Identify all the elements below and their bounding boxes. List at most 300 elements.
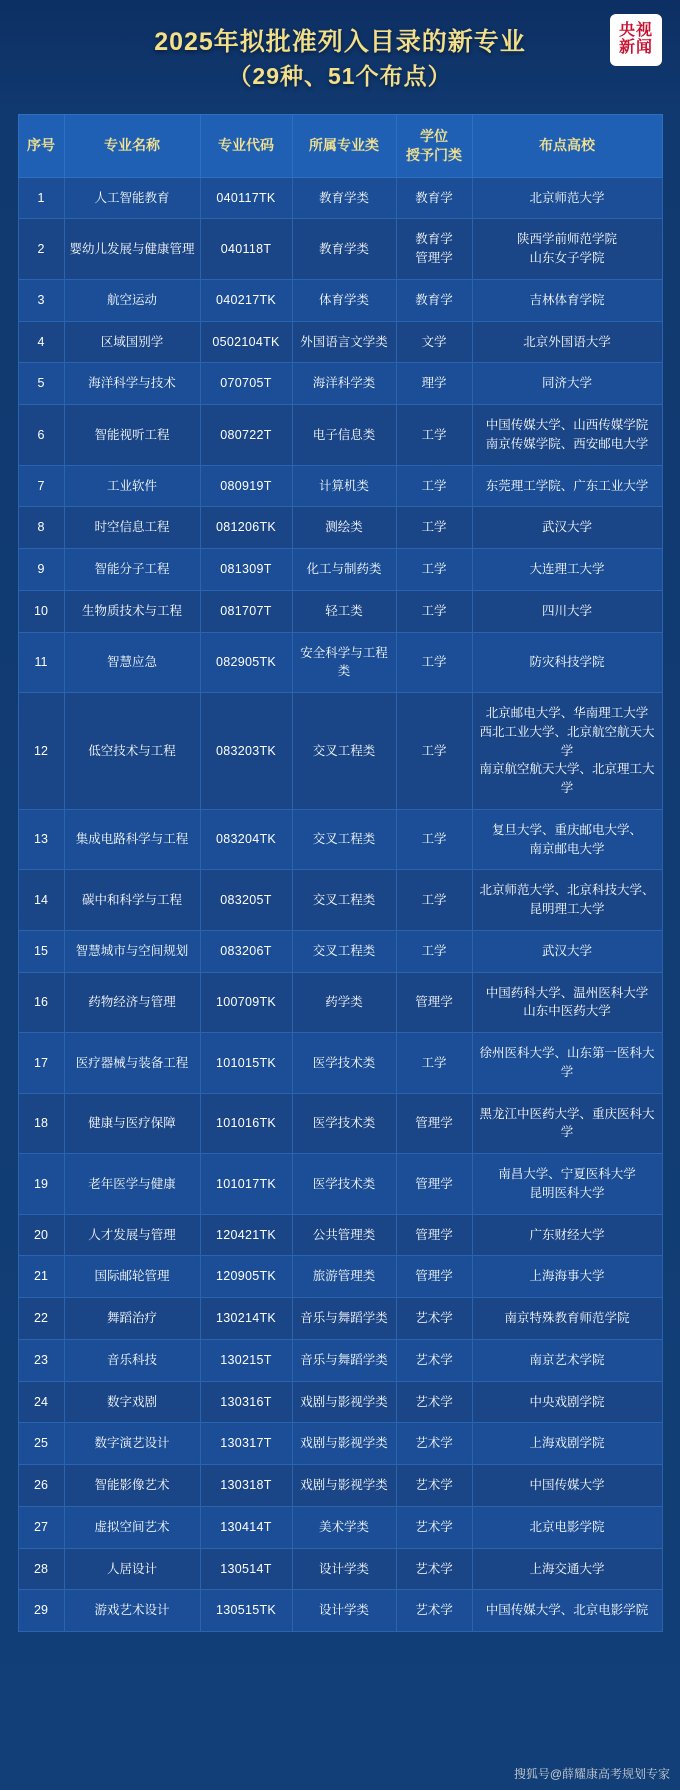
cell-major-category (292, 1214, 396, 1256)
cell-line: 081309T (220, 562, 272, 577)
cell-degree-type (396, 1506, 472, 1548)
cell-schools (472, 1590, 662, 1632)
cell-line: 上海海事大学 (529, 1269, 605, 1284)
cell-line: 智慧应急 (106, 655, 157, 670)
cell-line: 25 (34, 1436, 48, 1451)
cell-line: 安全科学与工程类 (300, 645, 388, 679)
cell-line: 0502104TK (212, 334, 280, 349)
cell-line: 22 (34, 1311, 48, 1326)
cell-line: 艺术学 (415, 1561, 453, 1576)
cell-line: 南京航空航天大学、北京理工大学 (479, 762, 655, 796)
cell-line: 中央戏剧学院 (529, 1394, 605, 1409)
cell-major-code (200, 1590, 292, 1632)
cell-line: 山东中医药大学 (523, 1004, 611, 1019)
cell-line: 120905TK (215, 1269, 277, 1284)
col-header-category (292, 114, 396, 177)
cell-schools (472, 549, 662, 591)
cell-major-name (64, 1256, 200, 1298)
cell-major-name (64, 1339, 200, 1381)
cell-line: 集成电路科学与工程 (75, 832, 189, 847)
cell-line: 旅游管理类 (312, 1269, 376, 1284)
table-row (18, 465, 662, 507)
col-header-index-label: 序号 (27, 137, 55, 154)
cell-index (18, 1590, 64, 1632)
cell-major-name (64, 1214, 200, 1256)
cell-index (18, 1154, 64, 1215)
cell-line: 083205T (220, 892, 272, 907)
cell-degree-type (396, 1093, 472, 1154)
cell-degree-type (396, 1548, 472, 1590)
cell-major-code (200, 1423, 292, 1465)
cell-index (18, 1093, 64, 1154)
col-header-name (64, 114, 200, 177)
cell-major-name (64, 972, 200, 1033)
cell-line: 徐州医科大学、山东第一医科大学 (479, 1046, 655, 1079)
cell-major-code (200, 1381, 292, 1423)
cell-degree-type (396, 1033, 472, 1094)
cell-index (18, 549, 64, 591)
cell-major-code (200, 1548, 292, 1590)
cell-line: 教育学 (415, 232, 453, 247)
cell-index (18, 507, 64, 549)
cell-major-category (292, 1339, 396, 1381)
cell-line: 昆明理工大学 (529, 902, 605, 917)
cell-degree-type (396, 1298, 472, 1340)
cell-line: 戏剧与影视学类 (300, 1436, 388, 1451)
cell-line: 040117TK (216, 190, 276, 205)
cell-line: 婴幼儿发展与健康管理 (69, 241, 195, 256)
cell-line: 082905TK (215, 655, 277, 670)
cell-line: 设计学类 (318, 1603, 369, 1618)
table-row (18, 219, 662, 280)
cell-line: 国际邮轮管理 (94, 1269, 170, 1284)
logo-line-2: 新闻 (618, 39, 653, 56)
cell-schools (472, 177, 662, 219)
cell-major-category (292, 1256, 396, 1298)
cell-major-code (200, 809, 292, 870)
cell-line: 东莞理工学院、广东工业大学 (485, 478, 649, 493)
cell-major-code (200, 1214, 292, 1256)
cell-line: 低空技术与工程 (88, 743, 176, 758)
cell-line: 4 (37, 334, 45, 349)
col-header-index (18, 114, 64, 177)
cell-degree-type (396, 809, 472, 870)
cell-line: 080919T (220, 478, 272, 493)
cell-line: 智慧城市与空间规划 (75, 943, 189, 958)
page-title (0, 0, 680, 108)
cell-line: 130317T (220, 1436, 272, 1451)
cell-line: 武汉大学 (541, 520, 592, 535)
cell-line: 艺术学 (415, 1436, 453, 1451)
cell-line: 080722T (220, 427, 272, 442)
cell-line: 南京特殊教育师范学院 (504, 1311, 630, 1326)
cell-line: 南京邮电大学 (529, 841, 605, 856)
cell-major-category (292, 1154, 396, 1215)
cell-line: 人居设计 (106, 1561, 157, 1576)
cell-line: 轻工类 (325, 603, 363, 618)
table-row (18, 1033, 662, 1094)
cell-major-category (292, 1506, 396, 1548)
cell-line: 音乐科技 (106, 1352, 157, 1367)
cell-line: 083203TK (215, 743, 277, 758)
cell-line: 130515TK (215, 1603, 277, 1618)
cell-line: 海洋科学与技术 (88, 376, 176, 391)
table-row (18, 590, 662, 632)
cell-line: 18 (34, 1116, 48, 1131)
table-body (18, 177, 662, 1632)
cell-schools (472, 1256, 662, 1298)
cell-index (18, 405, 64, 466)
cell-major-category (292, 1381, 396, 1423)
col-header-code (200, 114, 292, 177)
cell-major-name (64, 1423, 200, 1465)
cell-schools (472, 930, 662, 972)
table-row (18, 1423, 662, 1465)
cell-degree-type (396, 632, 472, 693)
cell-line: 工学 (421, 520, 447, 535)
cell-major-name (64, 549, 200, 591)
cell-line: 21 (34, 1269, 48, 1284)
cell-line: 医学技术类 (312, 1176, 376, 1191)
cell-line: 工业软件 (106, 478, 157, 493)
cell-line: 130318T (220, 1478, 272, 1493)
cell-line: 人才发展与管理 (88, 1227, 176, 1242)
cell-schools (472, 507, 662, 549)
table-row (18, 1381, 662, 1423)
cell-major-category (292, 405, 396, 466)
cell-line: 上海交通大学 (529, 1561, 605, 1576)
table-row (18, 930, 662, 972)
cell-line: 1 (37, 190, 45, 205)
cell-major-code (200, 1506, 292, 1548)
cell-index (18, 870, 64, 931)
cell-index (18, 693, 64, 810)
cell-line: 药学类 (325, 995, 363, 1010)
cell-schools (472, 1548, 662, 1590)
cell-line: 智能分子工程 (94, 562, 170, 577)
table-row (18, 809, 662, 870)
table-row (18, 1256, 662, 1298)
cell-line: 陕西学前师范学院 (516, 232, 617, 247)
cell-schools (472, 1465, 662, 1507)
cell-line: 美术学类 (318, 1519, 369, 1534)
cell-schools (472, 1339, 662, 1381)
cell-major-category (292, 507, 396, 549)
cell-line: 电子信息类 (312, 427, 376, 442)
cell-line: 外国语言文学类 (300, 334, 388, 349)
cell-degree-type (396, 1423, 472, 1465)
cell-degree-type (396, 1590, 472, 1632)
cell-major-category (292, 321, 396, 363)
cell-degree-type (396, 972, 472, 1033)
cell-major-name (64, 1465, 200, 1507)
cell-major-name (64, 1548, 200, 1590)
cell-line: 101017TK (215, 1176, 277, 1191)
cell-line: 交叉工程类 (312, 743, 376, 758)
cell-line: 理学 (421, 376, 447, 391)
cell-index (18, 1548, 64, 1590)
cell-major-code (200, 1465, 292, 1507)
table-row (18, 363, 662, 405)
cell-line: 数字演艺设计 (94, 1436, 170, 1451)
cell-major-category (292, 465, 396, 507)
cell-line: 27 (34, 1519, 48, 1534)
title-line-1: 2025年拟批准列入目录的新专业 (154, 28, 526, 56)
table-row (18, 279, 662, 321)
cell-degree-type (396, 1154, 472, 1215)
cell-line: 20 (34, 1227, 48, 1242)
cell-line: 音乐与舞蹈学类 (300, 1311, 388, 1326)
cell-line: 黑龙江中医药大学、重庆医科大学 (479, 1106, 655, 1140)
cell-schools (472, 1423, 662, 1465)
cell-line: 19 (34, 1176, 48, 1191)
cell-major-code (200, 279, 292, 321)
cell-line: 吉林体育学院 (529, 292, 605, 307)
cell-line: 航空运动 (106, 292, 157, 307)
cell-major-code (200, 1256, 292, 1298)
cell-major-name (64, 363, 200, 405)
cell-major-name (64, 1506, 200, 1548)
cell-line: 智能视听工程 (94, 427, 170, 442)
cell-major-category (292, 870, 396, 931)
cell-line: 5 (37, 376, 45, 391)
cell-line: 健康与医疗保障 (88, 1116, 176, 1131)
cell-index (18, 972, 64, 1033)
cell-line: 15 (34, 943, 48, 958)
cell-line: 6 (37, 427, 45, 442)
cell-line: 计算机类 (318, 478, 369, 493)
cell-major-category (292, 279, 396, 321)
table-header (18, 114, 662, 177)
cell-major-name (64, 693, 200, 810)
cell-line: 130214TK (215, 1311, 277, 1326)
cell-line: 29 (34, 1603, 48, 1618)
cell-line: 7 (37, 478, 45, 493)
cell-line: 8 (37, 520, 45, 535)
cell-line: 100709TK (215, 995, 277, 1010)
cell-index (18, 1465, 64, 1507)
cell-degree-type (396, 321, 472, 363)
cell-line: 26 (34, 1478, 48, 1493)
cell-major-name (64, 632, 200, 693)
cell-index (18, 1506, 64, 1548)
cell-major-code (200, 930, 292, 972)
cell-degree-type (396, 507, 472, 549)
cell-index (18, 809, 64, 870)
table-row (18, 632, 662, 693)
cell-major-code (200, 590, 292, 632)
cell-line: 28 (34, 1561, 48, 1576)
table-row (18, 1154, 662, 1215)
cell-line: 教育学类 (318, 190, 369, 205)
cell-line: 工学 (421, 603, 447, 618)
cell-line: 中国传媒大学 (529, 1478, 605, 1493)
cell-major-code (200, 405, 292, 466)
col-header-degree (396, 114, 472, 177)
cell-major-name (64, 279, 200, 321)
cell-line: 戏剧与影视学类 (300, 1394, 388, 1409)
cell-schools (472, 279, 662, 321)
cell-major-name (64, 1093, 200, 1154)
cell-line: 管理学 (415, 1227, 453, 1242)
cell-degree-type (396, 1256, 472, 1298)
cell-major-code (200, 549, 292, 591)
cell-index (18, 590, 64, 632)
cell-line: 2 (37, 241, 45, 256)
cell-schools (472, 590, 662, 632)
cell-line: 艺术学 (415, 1519, 453, 1534)
cell-line: 南京艺术学院 (529, 1352, 605, 1367)
cell-line: 戏剧与影视学类 (300, 1478, 388, 1493)
cell-line: 北京外国语大学 (523, 334, 611, 349)
cell-schools (472, 1033, 662, 1094)
cell-line: 081206TK (215, 520, 277, 535)
cell-major-name (64, 405, 200, 466)
cell-schools (472, 1093, 662, 1154)
cell-line: 音乐与舞蹈学类 (300, 1352, 388, 1367)
cell-line: 医学技术类 (312, 1055, 376, 1070)
cell-major-code (200, 177, 292, 219)
cell-line: 智能影像艺术 (94, 1478, 170, 1493)
cell-line: 医学技术类 (312, 1116, 376, 1131)
cell-degree-type (396, 465, 472, 507)
cell-major-name (64, 590, 200, 632)
cell-degree-type (396, 219, 472, 280)
cell-major-category (292, 972, 396, 1033)
cell-line: 24 (34, 1394, 48, 1409)
cell-major-code (200, 321, 292, 363)
cell-line: 管理学 (415, 251, 453, 266)
cell-index (18, 363, 64, 405)
cell-schools (472, 405, 662, 466)
cell-line: 四川大学 (541, 603, 592, 618)
col-header-schools (472, 114, 662, 177)
cell-major-name (64, 1590, 200, 1632)
table-row (18, 549, 662, 591)
logo-line-1: 央视 (618, 22, 653, 40)
cell-line: 070705T (220, 376, 272, 391)
cell-line: 交叉工程类 (312, 943, 376, 958)
cell-line: 文学 (421, 334, 447, 349)
cell-degree-type (396, 549, 472, 591)
cell-line: 工学 (421, 655, 447, 670)
cell-degree-type (396, 693, 472, 810)
cell-line: 艺术学 (415, 1311, 453, 1326)
cell-line: 山东女子学院 (529, 251, 605, 266)
cell-line: 工学 (421, 943, 447, 958)
cell-line: 昆明医科大学 (529, 1185, 605, 1200)
cell-line: 083206T (220, 943, 272, 958)
cell-line: 同济大学 (541, 376, 592, 391)
cell-line: 教育学 (415, 190, 453, 205)
cell-major-category (292, 1590, 396, 1632)
cell-line: 广东财经大学 (529, 1227, 605, 1242)
cell-index (18, 1256, 64, 1298)
cell-major-name (64, 177, 200, 219)
cctv-news-logo (610, 14, 662, 66)
cell-major-category (292, 1548, 396, 1590)
cell-major-code (200, 219, 292, 280)
cell-schools (472, 321, 662, 363)
cell-major-name (64, 219, 200, 280)
cell-index (18, 1339, 64, 1381)
cell-major-category (292, 809, 396, 870)
cell-line: 17 (34, 1055, 48, 1070)
cell-line: 艺术学 (415, 1478, 453, 1493)
cell-index (18, 1381, 64, 1423)
cell-major-name (64, 465, 200, 507)
cell-major-category (292, 693, 396, 810)
cell-major-name (64, 1154, 200, 1215)
cell-major-code (200, 972, 292, 1033)
cell-major-code (200, 1339, 292, 1381)
cell-degree-type (396, 1214, 472, 1256)
cell-schools (472, 1214, 662, 1256)
cell-line: 管理学 (415, 995, 453, 1010)
cell-line: 13 (34, 832, 48, 847)
cell-major-category (292, 1298, 396, 1340)
table-row (18, 870, 662, 931)
cell-line: 医疗器械与装备工程 (75, 1055, 189, 1070)
cell-schools (472, 870, 662, 931)
cell-major-name (64, 1298, 200, 1340)
cell-line: 交叉工程类 (312, 892, 376, 907)
cell-line: 虚拟空间艺术 (94, 1519, 170, 1534)
cell-major-name (64, 930, 200, 972)
cell-index (18, 279, 64, 321)
cell-line: 南昌大学、宁夏医科大学 (498, 1167, 636, 1182)
cell-line: 130316T (220, 1394, 272, 1409)
cell-line: 舞蹈治疗 (106, 1311, 157, 1326)
cell-index (18, 632, 64, 693)
cell-major-category (292, 549, 396, 591)
col-header-code-label: 专业代码 (218, 137, 274, 154)
cell-line: 130414T (220, 1519, 272, 1534)
cell-line: 防灾科技学院 (529, 655, 605, 670)
table-row (18, 1465, 662, 1507)
cell-line: 艺术学 (415, 1394, 453, 1409)
cell-line: 海洋科学类 (312, 376, 376, 391)
cell-degree-type (396, 363, 472, 405)
cell-line: 101016TK (215, 1116, 277, 1131)
cell-degree-type (396, 1381, 472, 1423)
cell-schools (472, 465, 662, 507)
cell-major-code (200, 465, 292, 507)
cell-line: 工学 (421, 562, 447, 577)
table-row (18, 693, 662, 810)
cell-major-code (200, 1154, 292, 1215)
cell-major-code (200, 870, 292, 931)
cell-index (18, 321, 64, 363)
cell-line: 工学 (421, 1055, 447, 1070)
cell-line: 艺术学 (415, 1603, 453, 1618)
cell-line: 10 (34, 603, 48, 618)
cell-line: 9 (37, 562, 45, 577)
cell-line: 生物质技术与工程 (81, 603, 182, 618)
cell-line: 教育学 (415, 292, 453, 307)
cell-line: 数字戏剧 (106, 1394, 157, 1409)
cell-line: 测绘类 (325, 520, 363, 535)
watermark-credit: 搜狐号@薛耀康高考规划专家 (513, 1767, 670, 1781)
cell-major-category (292, 1423, 396, 1465)
cell-line: 老年医学与健康 (88, 1176, 176, 1191)
cell-line: 西北工业大学、北京航空航天大学 (479, 724, 655, 758)
cell-line: 艺术学 (415, 1352, 453, 1367)
cell-schools (472, 1506, 662, 1548)
table-row (18, 1298, 662, 1340)
cell-line: 人工智能教育 (94, 190, 170, 205)
cell-line: 北京邮电大学、华南理工大学 (485, 706, 649, 721)
